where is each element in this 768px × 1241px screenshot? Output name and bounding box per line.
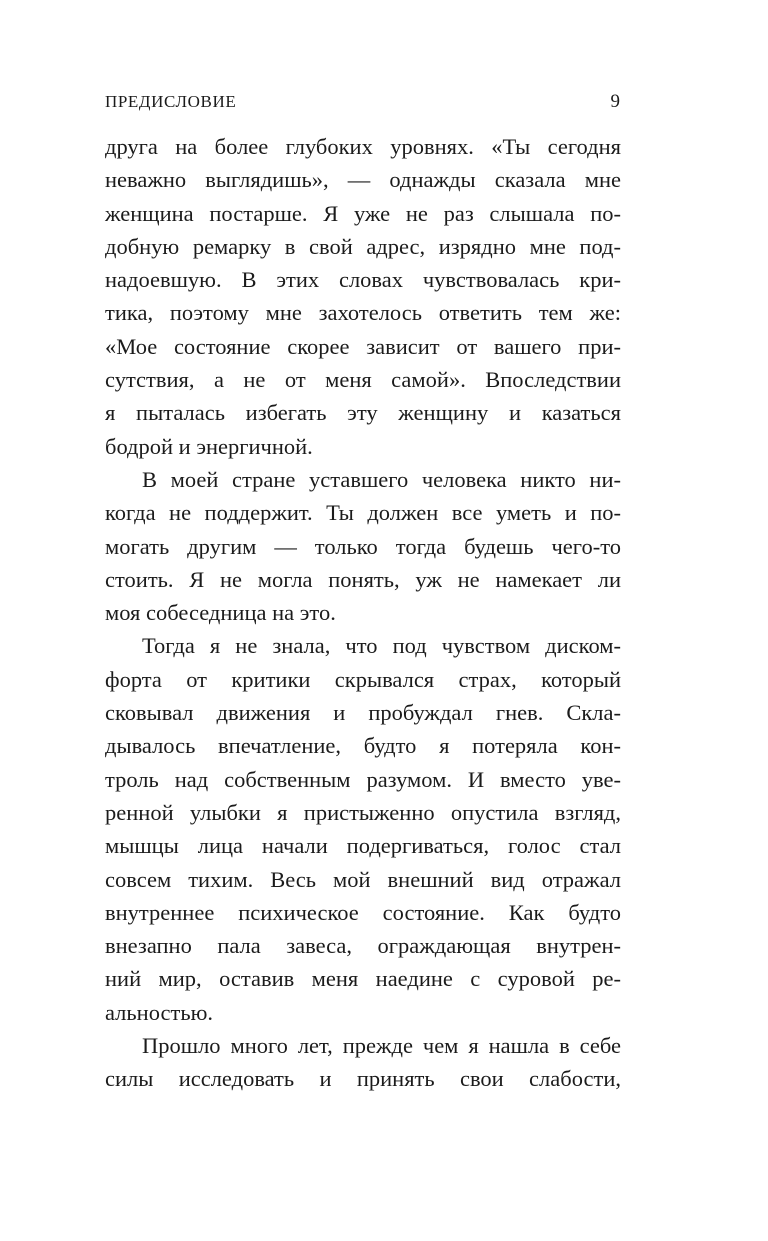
text-line: сутствия, а не от меня самой». Впоследствии [105,367,621,393]
running-title: ПРЕДИСЛОВИЕ [105,92,237,111]
paragraph [105,1029,621,1096]
text-line: женщина постарше. Я уже не раз слышала по- [105,200,621,226]
text-line: стоить. Я не могла понять, уж не намекает ли [105,566,621,592]
text-line: троль над собственным разумом. И вместо уве- [105,766,621,792]
text-line: сковывал движения и пробуждал гнев. Скла- [105,700,621,726]
text-line: В моей стране уставшего человека никто ни- [142,466,621,492]
text-line: я пыталась избегать эту женщину и казаться [105,400,621,426]
text-line: надоевшую. В этих словах чувствовалась кри- [105,267,621,293]
page-body [105,130,621,1096]
text-line: Прошло много лет, прежде чем я нашла в себе [142,1033,621,1059]
text-line: неважно выглядишь», — однажды сказала мне [105,167,621,193]
paragraph [105,463,621,629]
text-line: добную ремарку в свой адрес, изрядно мне под- [105,233,621,259]
text-line: тика, поэтому мне захотелось ответить тем же: [105,300,621,326]
page-header [105,91,620,113]
text-line: моя собеседница на это. [105,600,336,626]
text-line: форта от критики скрывался страх, который [105,666,621,692]
text-line: «Мое состояние скорее зависит от вашего при- [105,333,621,359]
text-line: когда не поддержит. Ты должен все уметь и по- [105,500,621,526]
text-line: альностью. [105,999,214,1025]
text-line: совсем тихим. Весь мой внешний вид отражал [105,866,621,892]
text-line: мышцы лица начали подергиваться, голос стал [105,833,621,859]
text-line: силы исследовать и принять свои слабости, [105,1066,621,1092]
text-line: дывалось впечатление, будто я потеряла кон- [105,733,621,759]
text-line: Тогда я не знала, что под чувством диском- [142,633,621,659]
text-line: внезапно пала завеса, ограждающая внутрен- [105,933,621,959]
text-line: друга на более глубоких уровнях. «Ты сегодня [105,134,621,159]
paragraph [105,629,621,1029]
text-line: ренной улыбки я пристыженно опустила взгляд, [105,799,621,825]
text-line: внутреннее психическое состояние. Как будто [105,899,621,925]
text-line: бодрой и энергичной. [105,433,313,459]
paragraph [105,130,621,463]
page-number: 9 [610,91,620,112]
text-line: могать другим — только тогда будешь чего-то [105,533,621,559]
text-line: ний мир, оставив меня наедине с суровой ре- [105,966,621,992]
